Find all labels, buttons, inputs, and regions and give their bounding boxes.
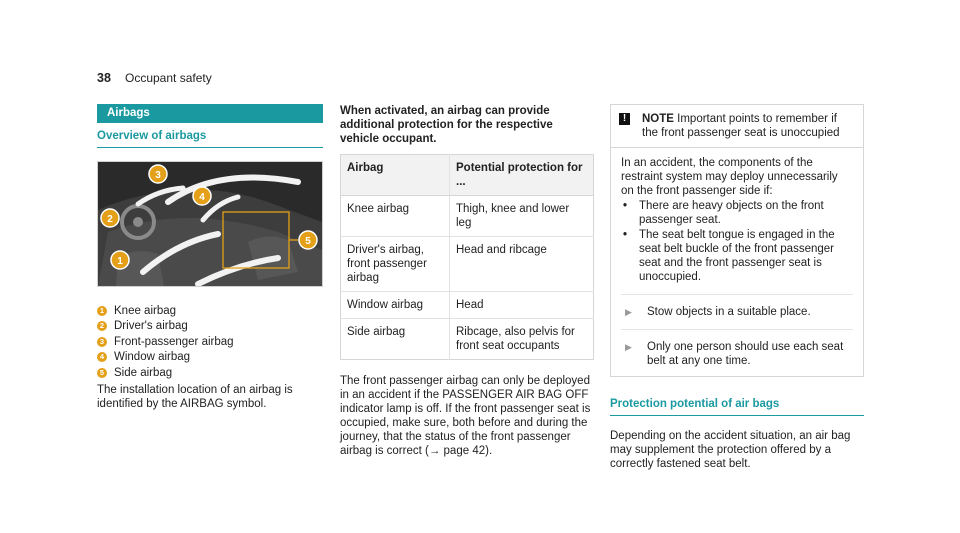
legend-label: Front-passenger airbag xyxy=(114,335,234,348)
svg-text:1: 1 xyxy=(117,256,123,267)
bullet-icon: • xyxy=(623,200,628,212)
note-box xyxy=(610,104,864,377)
legend-label: Knee airbag xyxy=(114,304,177,317)
note-heading xyxy=(642,112,853,140)
legend-number-badge: 5 xyxy=(97,368,107,378)
marker-3 xyxy=(149,165,167,183)
table-cell: Ribcage, also pelvis for front seat occupants xyxy=(450,319,594,360)
list-item xyxy=(621,228,853,284)
play-arrow-icon: ▶ xyxy=(625,342,632,352)
table-row xyxy=(341,237,594,292)
note-body xyxy=(611,148,863,376)
installation-note: The installation location of an airbag is identified by the AIRBAG symbol. xyxy=(97,383,293,410)
marker-4 xyxy=(193,187,211,205)
svg-text:4: 4 xyxy=(199,192,205,203)
list-item-text: The seat belt tongue is engaged in the seat belt buckle of the front passenger seat and the front passenger seat is unoccupied. xyxy=(639,229,835,283)
table-header-row xyxy=(341,155,594,196)
legend-item xyxy=(97,334,323,350)
table-row xyxy=(341,292,594,319)
table-cell: Thigh, knee and lower leg xyxy=(450,196,594,237)
note-header xyxy=(611,105,863,148)
action-text: Stow objects in a suitable place. xyxy=(647,306,811,318)
legend-item xyxy=(97,319,323,335)
marker-5 xyxy=(299,231,317,249)
legend-number-badge: 2 xyxy=(97,321,107,331)
table-cell: Head xyxy=(450,292,594,319)
page-section-title: Occupant safety xyxy=(125,71,212,85)
marker-2 xyxy=(101,209,119,227)
legend-item xyxy=(97,303,323,319)
column-middle xyxy=(340,104,594,458)
svg-text:3: 3 xyxy=(155,170,161,181)
action-step xyxy=(621,329,853,368)
airbag-overview-illustration xyxy=(97,161,323,287)
note-label: NOTE xyxy=(642,113,674,125)
legend-number-badge: 1 xyxy=(97,306,107,316)
table-row xyxy=(341,319,594,360)
legend-item xyxy=(97,365,323,381)
exclamation-icon: ! xyxy=(619,113,630,125)
airbag-legend xyxy=(97,303,323,381)
airbag-intro-text: When activated, an airbag can provide additional protection for the respective vehicle occupant. xyxy=(340,105,553,145)
legend-number-badge: 3 xyxy=(97,337,107,347)
list-item xyxy=(621,199,853,227)
column-right xyxy=(610,104,864,471)
note-title: Important points to remember if the front passenger seat is unoccupied xyxy=(642,113,840,139)
car-interior-drawing xyxy=(98,162,322,286)
play-arrow-icon: ▶ xyxy=(625,307,632,317)
protection-potential-text: Depending on the accident situation, an air bag may supplement the protection offered by a correctly fastened seat belt. xyxy=(610,430,851,470)
section-heading-airbags: Airbags xyxy=(97,104,323,123)
airbag-protection-table xyxy=(340,154,594,360)
marker-1 xyxy=(111,251,129,269)
passenger-airbag-paragraph xyxy=(340,374,594,458)
legend-label: Window airbag xyxy=(114,351,191,364)
action-text: Only one person should use each seat belt at any one time. xyxy=(647,341,844,367)
page-reference-link[interactable]: → page 42). xyxy=(428,445,493,457)
paragraph-text: The front passenger airbag can only be deployed in an accident if the PASSENGER AIR BAG OFF indicator lamp is off. If the front passenger seat is occupied, make sure, both before and during the journey, that the status of the front passenger airbag is correct ( xyxy=(340,375,591,457)
list-item-text: There are heavy objects on the front passenger seat. xyxy=(639,200,824,226)
table-row xyxy=(341,196,594,237)
legend-label: Side airbag xyxy=(114,366,173,379)
page-number: 38 xyxy=(97,71,111,85)
action-step xyxy=(621,294,853,319)
subsection-heading: Overview of airbags xyxy=(97,129,323,148)
svg-text:2: 2 xyxy=(107,214,113,225)
table-header-airbag: Airbag xyxy=(341,155,450,196)
table-cell: Window airbag xyxy=(341,292,450,319)
table-cell: Knee airbag xyxy=(341,196,450,237)
table-header-protection: Potential protection for ... xyxy=(450,155,594,196)
bullet-icon: • xyxy=(623,229,628,241)
table-cell: Side airbag xyxy=(341,319,450,360)
protection-potential-heading: Protection potential of air bags xyxy=(610,397,864,416)
legend-number-badge: 4 xyxy=(97,352,107,362)
note-intro: In an accident, the components of the restraint system may deploy unnecessarily on the front passenger side if: xyxy=(621,157,838,197)
table-cell: Driver's airbag, front passenger airbag xyxy=(341,237,450,292)
legend-label: Driver's airbag xyxy=(114,320,188,333)
svg-text:5: 5 xyxy=(305,236,311,247)
legend-item xyxy=(97,350,323,366)
table-cell: Head and ribcage xyxy=(450,237,594,292)
column-left xyxy=(97,104,323,411)
